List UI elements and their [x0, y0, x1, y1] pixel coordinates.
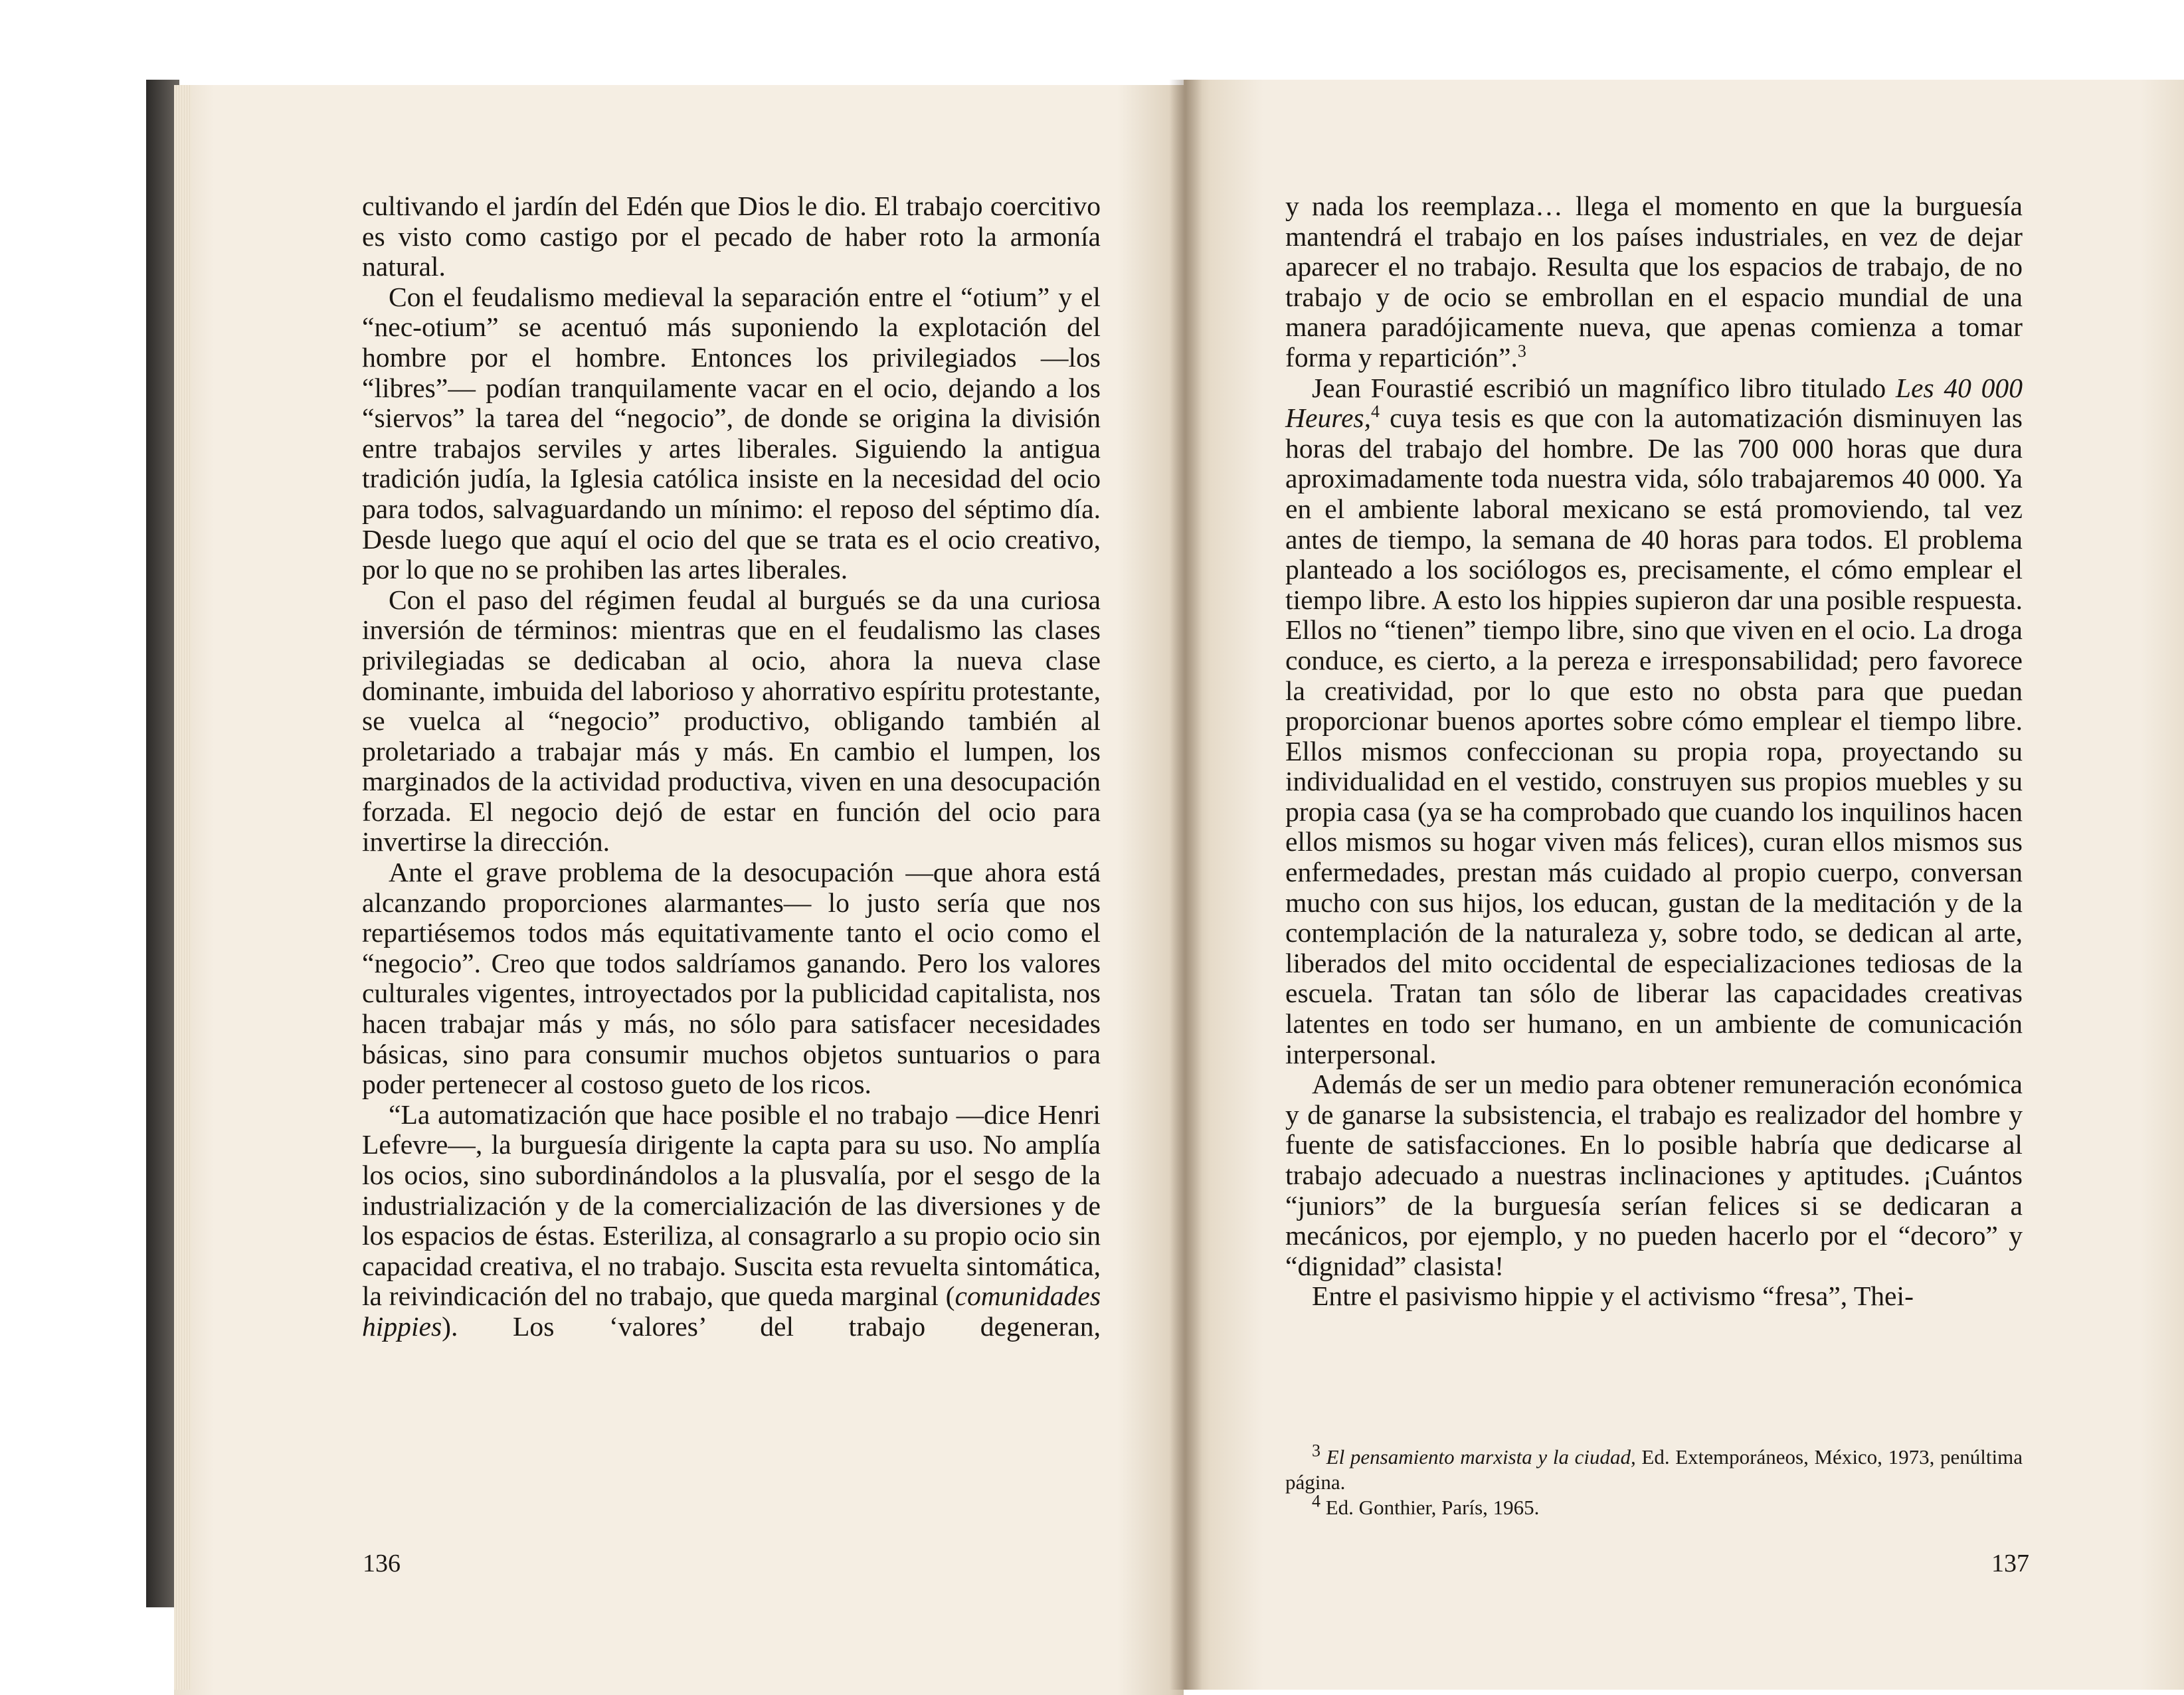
- footnote: [1285, 1491, 2023, 1520]
- page-edges: [174, 85, 191, 1690]
- right-page-text: [1285, 191, 2023, 1312]
- quote-text: y nada los reemplaza… llega el momento en que la burguesía mantendrá el trabajo en los países industriales, en vez de dejar aparecer el no trabajo. Resulta que los espacios de trabajo, de no trabajo y de ocio se embrollan en el espacio mundial de una manera paradójicamente nueva, que apenas comienza a tomar forma y repartición”.: [1285, 191, 2023, 373]
- page-number-right: 137: [1991, 1550, 2029, 1577]
- footnote-ref: 4: [1371, 402, 1380, 422]
- paragraph: Además de ser un medio para obtener remuneración económica y de ganarse la subsistencia, el trabajo es realizador del hombre y fuente de satisfacciones. En lo posible habría que dedicarse al trabajo adecuado a nuestras inclinaciones y aptitudes. ¡Cuántos “juniors” de la burguesía serían felices si se dedicaran a mecánicos, por ejemplo, y no pueden hacerlo por el “decoro” y “dignidad” clasista!: [1285, 1069, 2023, 1281]
- footnote-mark: 3: [1312, 1441, 1320, 1461]
- footnote-title: El pensamiento marxista y la ciudad,: [1326, 1445, 1636, 1469]
- page-number-left: 136: [363, 1550, 401, 1577]
- paragraph: Entre el pasivismo hippie y el activismo “fresa”, Thei-: [1312, 1281, 1914, 1312]
- paragraph: Con el feudalismo medieval la separación entre el “otium” y el “nec-otium” se acentuó más suponiendo la explotación del hombre por el hombre. Entonces los privilegiados —los “libres”— podían tranquilamente vacar en el ocio, dejando a los “siervos” la tarea del “negocio”, de donde se origina la división entre trabajos serviles y artes liberales. Siguiendo la antigua tradición judía, la Iglesia católica insiste en la necesidad del ocio para todos, salvaguardando un mínimo: el reposo del séptimo día. Desde luego que aquí el ocio del que se trata es el ocio creativo, por lo que no se prohiben las artes liberales.: [362, 281, 1101, 585]
- footnote: [1285, 1441, 2023, 1495]
- paragraph: [1285, 373, 2023, 1070]
- paragraph: [362, 1100, 1101, 1342]
- italic-text: comunidades hippies: [362, 1281, 1101, 1342]
- footnotes: [1285, 1441, 2023, 1520]
- footnote-text: Ed. Gonthier, París, 1965.: [1320, 1496, 1540, 1519]
- paragraph: Con el paso del régimen feudal al burgués se da una curiosa inversión de términos: mientras que en el feudalismo las clases privilegiadas se dedicaban al ocio, ahora la nueva clase dominante, imbuida del laborioso y ahorrativo espíritu protestante, se vuelca al “negocio” productivo, obligando también al proletariado a trabajar más y más. En cambio el lumpen, los marginados de la actividad productiva, viven en una desocupación forzada. El negocio dejó de estar en función del ocio para invertirse la dirección.: [362, 584, 1101, 857]
- book-gutter: [1169, 80, 1202, 1690]
- left-page-text: [362, 191, 1101, 1342]
- quote-text: ). Los ‘valores’ del trabajo degeneran,: [442, 1310, 1101, 1342]
- paragraph: cultivando el jardín del Edén que Dios le dio. El trabajo coercitivo es visto como castigo por el pecado de haber roto la armonía natural.: [362, 191, 1101, 282]
- paragraph-text: Jean Fourastié escribió un magnífico libro titulado: [1312, 372, 1896, 403]
- footnote-text: Ed. Extemporáneos, México, 1973, penúltima página.: [1285, 1445, 2023, 1494]
- paragraph-text: cuya tesis es que con la automatización disminuyen las horas del trabajo del hombre. De las 700 000 horas que dura aproximadamente toda nuestra vida, sólo trabajaremos 40 000. Ya en el ambiente laboral mexicano se está promoviendo, tal vez antes de tiempo, la semana de 40 horas para todos. El problema planteado a los sociólogos es, precisamente, el cómo emplear el tiempo libre. A esto los hippies supieron dar una posible respuesta. Ellos no “tienen” tiempo libre, sino que viven en el ocio. La droga conduce, es cierto, a la pereza e irresponsabilidad; pero favorece la creatividad, por lo que esto no obsta para que puedan proporcionar buenos aportes sobre cómo emplear el tiempo libre. Ellos mismos confeccionan su propia ropa, proyectando su individualidad en el vestido, construyen sus propios muebles y su propia casa (ya se ha comprobado que cuando los inquilinos hacen ellos mismos su hogar viven más felices), curan ellos mismos sus enfermedades, prestan más cuidado al propio cuerpo, conversan mucho con sus hijos, los educan, gustan de la meditación y de la contemplación de la naturaleza y, sobre todo, se dedican al arte, liberados del mito occidental de especializaciones tediosas de la escuela. Tratan tan sólo de liberar las capacidades creativas latentes en todo ser humano, en un ambiente de comunicación interpersonal.: [1285, 402, 2023, 1069]
- footnote-ref: 3: [1517, 341, 1526, 361]
- footnote-mark: 4: [1312, 1491, 1320, 1511]
- quote-text: “La automatización que hace posible el no trabajo —dice Henri Lefevre—, la burguesía dirigente la capta para su uso. No amplía los ocios, sino subordinándolos a la plusvalía, por el sesgo de la industrialización y de la comercialización de las diversiones y de los espacios de éstas. Esteriliza, al consagrarlo a su propio ocio sin capacidad creativa, el no trabajo. Suscita esta revuelta sintomática, la reivindicación del no trabajo, que queda marginal (: [362, 1099, 1101, 1312]
- paragraph: [1285, 191, 2023, 373]
- paragraph: Ante el grave problema de la desocupación —que ahora está alcanzando proporciones alarmantes— lo justo sería que nos repartiésemos todos más equitativamente tanto el ocio como el “negocio”. Creo que todos saldríamos ganando. Pero los valores culturales vigentes, introyectados por la publicidad capitalista, nos hacen trabajar más y más, no sólo para satisfacer necesidades básicas, sino para consumir muchos objetos suntuarios o para poder pertenecer al costoso gueto de los ricos.: [362, 857, 1101, 1100]
- book-title: Les 40 000 Heures,: [1285, 372, 2023, 434]
